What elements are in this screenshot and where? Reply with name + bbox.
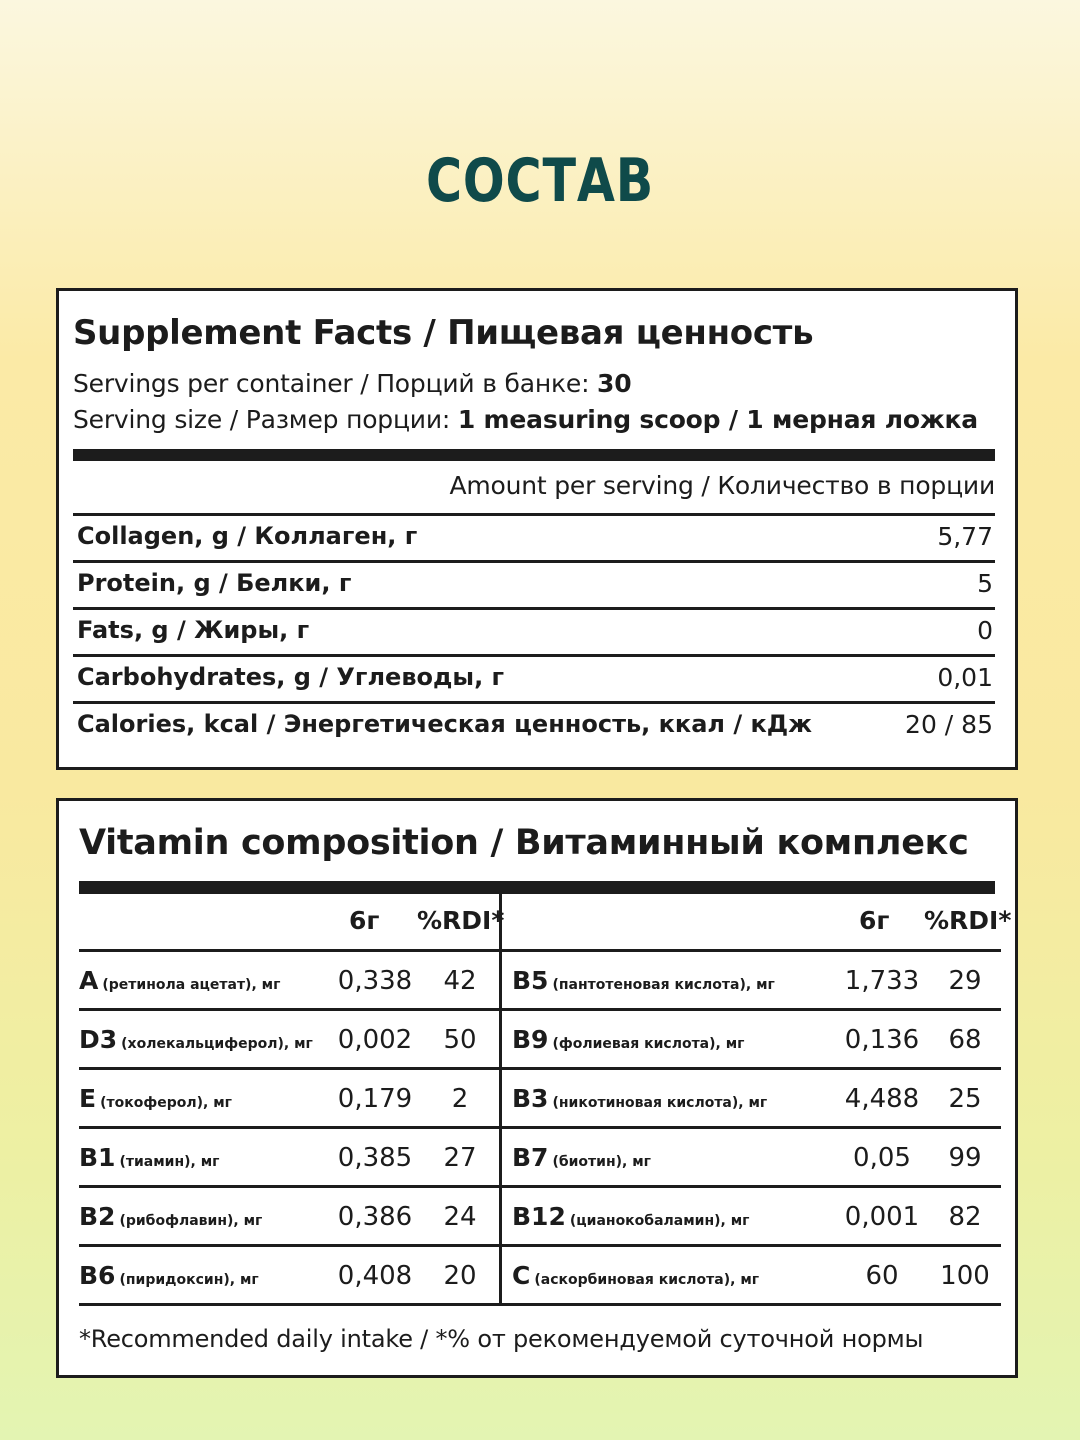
vitamin-description: (холекальциферол), мг	[121, 1036, 313, 1052]
servings-label: Servings per container / Порций в банке:	[73, 369, 598, 398]
vitamin-amount: 0,001	[844, 1202, 920, 1232]
vitamin-description: (цианокобаламин), мг	[569, 1213, 750, 1229]
vitamin-row	[79, 1129, 499, 1188]
vitamin-description: (биотин), мг	[552, 1154, 651, 1170]
vitamin-name	[512, 966, 775, 995]
fact-label: Collagen, g / Коллаген, г	[77, 522, 418, 550]
divider-bar	[73, 449, 995, 461]
vitamin-rdi: 2	[451, 1084, 469, 1114]
vitamin-table	[79, 894, 1012, 1306]
vitamin-code: B3	[512, 1084, 549, 1113]
vitamin-row	[502, 1188, 1001, 1247]
vitamin-code: B12	[512, 1202, 566, 1231]
vitamin-amount: 0,136	[844, 1025, 920, 1055]
column-header-amount: 6г	[349, 906, 380, 935]
vitamin-name	[79, 1025, 313, 1054]
vitamin-code: E	[79, 1084, 97, 1113]
vitamin-column-right	[499, 894, 1012, 1306]
fact-label: Carbohydrates, g / Углеводы, г	[77, 663, 505, 691]
vitamin-amount: 4,488	[844, 1084, 920, 1114]
vitamin-rdi: 42	[443, 966, 477, 996]
vitamin-code: B6	[79, 1261, 116, 1290]
servings-value: 30	[597, 369, 632, 398]
vitamin-code: C	[512, 1261, 531, 1290]
vitamin-rdi: 27	[443, 1143, 477, 1173]
column-header-rdi: %RDI*	[924, 906, 1012, 935]
vitamin-description: (ретинола ацетат), мг	[102, 977, 281, 993]
supplement-facts-heading: Supplement Facts / Пищевая ценность	[73, 313, 814, 353]
vitamin-description: (токоферол), мг	[100, 1095, 232, 1111]
vitamin-row	[502, 1247, 1001, 1306]
vitamin-amount: 0,05	[853, 1143, 911, 1173]
page-title: СОСТАВ	[425, 146, 655, 216]
fact-value: 5,77	[937, 522, 993, 551]
vitamin-amount: 0,002	[337, 1025, 413, 1055]
servings-per-container	[73, 369, 631, 398]
vitamin-composition-panel	[56, 798, 1018, 1378]
vitamin-rdi: 24	[443, 1202, 477, 1232]
vitamin-code: B1	[79, 1143, 116, 1172]
vitamin-row	[502, 1070, 1001, 1129]
vitamin-rdi: 68	[948, 1025, 982, 1055]
fact-row-carbohydrates	[73, 654, 995, 701]
vitamin-rdi: 99	[948, 1143, 982, 1173]
vitamin-code: A	[79, 966, 99, 995]
column-header-rdi: %RDI*	[417, 906, 505, 935]
vitamin-name	[512, 1202, 750, 1231]
vitamin-description: (никотиновая кислота), мг	[552, 1095, 768, 1111]
vitamin-amount: 0,338	[337, 966, 413, 996]
fact-row-collagen	[73, 513, 995, 560]
vitamin-row	[79, 1188, 499, 1247]
amount-per-serving-header: Amount per serving / Количество в порции	[449, 471, 995, 500]
vitamin-description: (фолиевая кислота), мг	[552, 1036, 745, 1052]
fact-row-calories	[73, 701, 995, 748]
fact-value: 20 / 85	[905, 710, 993, 739]
column-header	[79, 894, 505, 952]
vitamin-name	[79, 966, 280, 995]
serving-size-value: 1 measuring scoop / 1 мерная ложка	[457, 405, 978, 434]
vitamin-description: (пиридоксин), мг	[119, 1272, 259, 1288]
vitamin-rdi: 100	[940, 1261, 990, 1291]
fact-row-fats	[73, 607, 995, 654]
fact-row-protein	[73, 560, 995, 607]
vitamin-name	[512, 1025, 744, 1054]
vitamin-composition-heading: Vitamin composition / Витаминный комплекс	[79, 823, 969, 863]
vitamin-amount: 0,408	[337, 1261, 413, 1291]
vitamin-description: (аскорбиновая кислота), мг	[534, 1272, 760, 1288]
vitamin-name	[512, 1143, 651, 1172]
vitamin-row	[502, 952, 1001, 1011]
fact-value: 0	[977, 616, 993, 645]
serving-size	[73, 405, 978, 434]
vitamin-amount: 0,386	[337, 1202, 413, 1232]
supplement-facts-panel	[56, 288, 1018, 770]
vitamin-rdi: 20	[443, 1261, 477, 1291]
vitamin-code: B5	[512, 966, 549, 995]
vitamin-rdi: 82	[948, 1202, 982, 1232]
vitamin-code: B2	[79, 1202, 116, 1231]
vitamin-rdi: 25	[948, 1084, 982, 1114]
vitamin-code: D3	[79, 1025, 118, 1054]
fact-label: Protein, g / Белки, г	[77, 569, 352, 597]
vitamin-amount: 0,179	[337, 1084, 413, 1114]
divider-bar	[79, 881, 995, 894]
vitamin-name	[79, 1143, 220, 1172]
column-header	[502, 894, 1012, 952]
vitamin-rdi: 29	[948, 966, 982, 996]
vitamin-name	[512, 1261, 759, 1290]
fact-value: 5	[977, 569, 993, 598]
vitamin-code: B9	[512, 1025, 549, 1054]
serving-size-label: Serving size / Размер порции:	[73, 405, 458, 434]
vitamin-amount: 1,733	[844, 966, 920, 996]
vitamin-description: (рибофлавин), мг	[119, 1213, 263, 1229]
vitamin-amount: 0,385	[337, 1143, 413, 1173]
vitamin-code: B7	[512, 1143, 549, 1172]
vitamin-description: (пантотеновая кислота), мг	[552, 977, 775, 993]
vitamin-row	[79, 1070, 499, 1129]
vitamin-amount: 60	[865, 1261, 899, 1291]
facts-rows	[73, 513, 995, 748]
column-header-amount: 6г	[859, 906, 890, 935]
vitamin-name	[512, 1084, 767, 1113]
vitamin-row	[79, 952, 499, 1011]
vitamin-rdi: 50	[443, 1025, 477, 1055]
vitamin-name	[79, 1261, 259, 1290]
fact-label: Fats, g / Жиры, г	[77, 616, 310, 644]
vitamin-column-left	[79, 894, 505, 1306]
vitamin-row	[79, 1011, 499, 1070]
vitamin-row	[502, 1129, 1001, 1188]
rdi-footnote: *Recommended daily intake / *% от рекомендуемой суточной нормы	[79, 1325, 924, 1353]
vitamin-name	[79, 1202, 262, 1231]
vitamin-description: (тиамин), мг	[119, 1154, 220, 1170]
fact-value: 0,01	[937, 663, 993, 692]
vitamin-row	[502, 1011, 1001, 1070]
vitamin-name	[79, 1084, 232, 1113]
fact-label: Calories, kcal / Энергетическая ценность, ккал / кДж	[77, 710, 813, 738]
vitamin-row	[79, 1247, 499, 1306]
